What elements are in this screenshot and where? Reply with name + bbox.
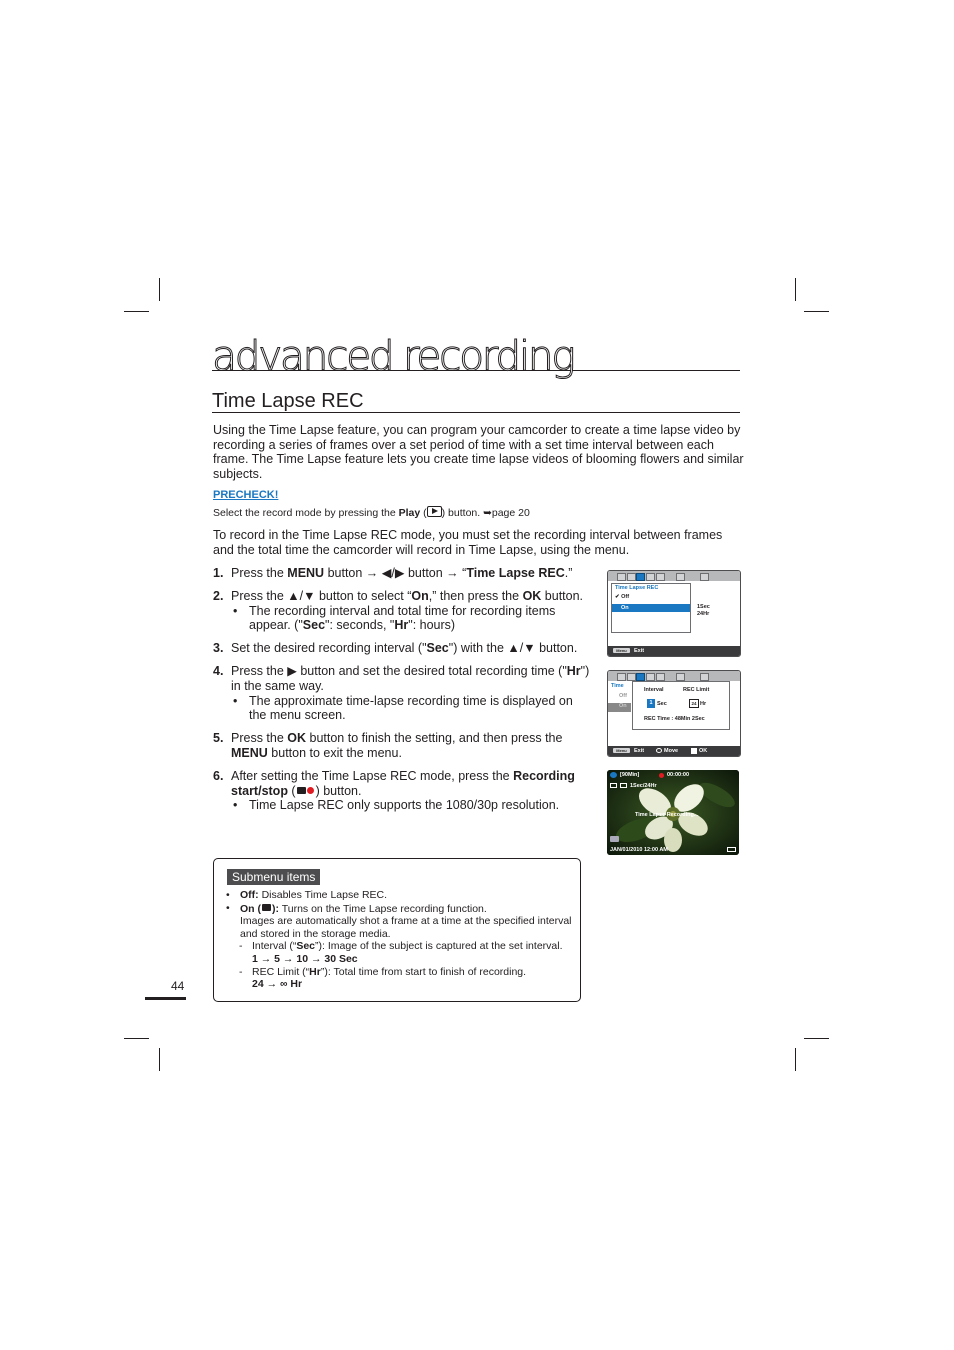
precheck-label: PRECHECK! [213, 489, 279, 501]
rec-limit-unit: Hr [700, 701, 707, 707]
menu-button-icon: Menu [613, 648, 630, 653]
menu-button-icon: Menu [613, 748, 630, 753]
submenu-rec-limit-values: 24 → ∞ Hr [252, 978, 303, 991]
crop-mark [159, 278, 160, 301]
step-1: 1. Press the MENU button → ◀/▶ button → “Time Lapse REC.” [213, 566, 573, 580]
remaining-time: [90Min] [620, 772, 640, 778]
step-4: 4. Press the ▶ button and set the desired total recording time ("Hr") in the same way. • The approximate time-lapse recording time is displayed on the menu screen. [213, 664, 593, 722]
recording-status: Time Lapse Recording... [635, 812, 699, 818]
lcd-screen-interval [607, 670, 741, 757]
bg-menu-off: Off [619, 693, 627, 699]
battery-icon [727, 847, 736, 852]
tab-icon [676, 673, 685, 681]
menu-paragraph: To record in the Time Lapse REC mode, you must set the recording interval between frames and the total time the camcorder will record in Time Lapse, using the menu. [213, 528, 723, 557]
crop-mark [124, 1038, 149, 1039]
tab-icon [636, 673, 645, 681]
date-time: JAN/01/2010 12:00 AM [610, 847, 668, 853]
recording-screen [607, 770, 739, 855]
chapter-title: advanced recording [212, 330, 740, 371]
tab-icon [627, 673, 636, 681]
card-icon [610, 772, 617, 778]
bg-menu-on: On [608, 703, 631, 712]
timecode: 00:00:00 [667, 772, 690, 778]
crop-mark [795, 1048, 796, 1071]
step-2: 2. Press the ▲/▼ button to select “On,” then press the OK button. • The recording interval and total time for recording items appear. ("Sec": seconds, "Hr": hours) [213, 589, 593, 633]
time-lapse-menu-list [611, 583, 691, 633]
page-number-bar [145, 997, 186, 1000]
crop-mark [159, 1048, 160, 1071]
submenu-on: • On ( ): Turns on the Time Lapse recording function. [226, 902, 578, 916]
tab-icon [676, 573, 685, 581]
submenu-on-detail: Images are automatically shot a frame at a time at the specified interval and stored in the storage media. [240, 915, 572, 940]
steps-list [213, 566, 593, 821]
tab-icon [627, 573, 636, 581]
intro-paragraph: Using the Time Lapse feature, you can program your camcorder to create a time lapse video by recording a series of frames over a set period of time with a set time interval between each frame. The Time Lapse feature lets you create time lapse videos of blooming flowers and similar subjects. [213, 423, 744, 481]
step-3: 3. Set the desired recording interval ("Sec") with the ▲/▼ button. [213, 641, 578, 656]
exit-label: Exit [634, 648, 645, 654]
tab-icon [636, 573, 645, 581]
crop-mark [804, 311, 829, 312]
stabilizer-icon [610, 836, 619, 842]
interval-summary: 1Sec 24Hr [697, 604, 710, 617]
crop-mark [795, 278, 796, 301]
interval-unit: Sec [657, 701, 667, 707]
page-number: 44 [171, 979, 185, 993]
tab-icon [646, 673, 655, 681]
time-lapse-icon [620, 783, 627, 788]
menu-item-on[interactable]: On [612, 604, 690, 612]
tab-icon [617, 573, 626, 581]
quality-icon [610, 783, 617, 788]
rec-limit-label: REC Limit [683, 687, 710, 693]
crop-mark [804, 1038, 829, 1039]
submenu-box [213, 858, 581, 1002]
ok-button-icon [691, 748, 697, 754]
crop-mark [124, 311, 149, 312]
tab-icon [700, 673, 709, 681]
interval-value[interactable]: 1 [647, 699, 655, 708]
step-6-note: • Time Lapse REC only supports the 1080/30p resolution. [231, 798, 593, 813]
step-6: 6. After setting the Time Lapse REC mode, press the Recording start/stop ( ) button. • Time Lapse REC only supports the 1080/30p resolution. [213, 769, 593, 813]
lcd-bottom-bar [608, 646, 740, 656]
submenu-interval: - Interval (“Sec”): Image of the subject is captured at the set interval. [226, 940, 578, 953]
ok-label: OK [699, 748, 708, 754]
step-4-note: • The approximate time-lapse recording time is displayed on the menu screen. [231, 694, 593, 723]
rec-limit-value[interactable]: 24 [689, 699, 699, 708]
step-2-note: • The recording interval and total time for recording items appear. ("Sec": seconds, "Hr": hours) [231, 604, 593, 633]
record-button-icon [296, 785, 316, 796]
tab-icon [656, 673, 665, 681]
play-button-icon [427, 506, 442, 517]
rec-time-estimate: REC Time : 48Min 2Sec [644, 716, 705, 722]
lcd-bottom-bar [608, 746, 740, 756]
interval-dialog [632, 681, 730, 730]
submenu-rec-limit: - REC Limit (“Hr”): Total time from start to finish of recording. [226, 966, 578, 979]
exit-label: Exit [634, 748, 645, 754]
tab-icon [646, 573, 655, 581]
menu-tab-bar [608, 571, 740, 581]
menu-tab-bar [608, 671, 740, 681]
interval-info: 1Sec/24Hr [630, 783, 657, 789]
menu-title: Time Lapse REC [615, 585, 659, 591]
section-title: Time Lapse REC [212, 390, 740, 413]
tab-icon [617, 673, 626, 681]
bg-menu-title: Time [611, 683, 624, 689]
tab-icon [656, 573, 665, 581]
move-joystick-icon [656, 748, 662, 753]
submenu-title: Submenu items [227, 869, 320, 885]
step-5: 5. Press the OK button to finish the setting, and then press the MENU button to exit the menu. [213, 731, 563, 760]
precheck-text: Select the record mode by pressing the Play ( ) button. ➥page 20 [213, 507, 530, 519]
menu-item-off[interactable]: ✔ Off [615, 594, 630, 600]
interval-label: Interval [644, 687, 664, 693]
submenu-interval-values: 1 → 5 → 10 → 30 Sec [252, 952, 358, 965]
tab-icon [700, 573, 709, 581]
record-indicator-icon [659, 773, 664, 778]
move-label: Move [664, 748, 679, 754]
lcd-screen-menu [607, 570, 741, 657]
submenu-off: • Off: Disables Time Lapse REC. [226, 889, 578, 902]
time-lapse-icon [261, 902, 272, 913]
